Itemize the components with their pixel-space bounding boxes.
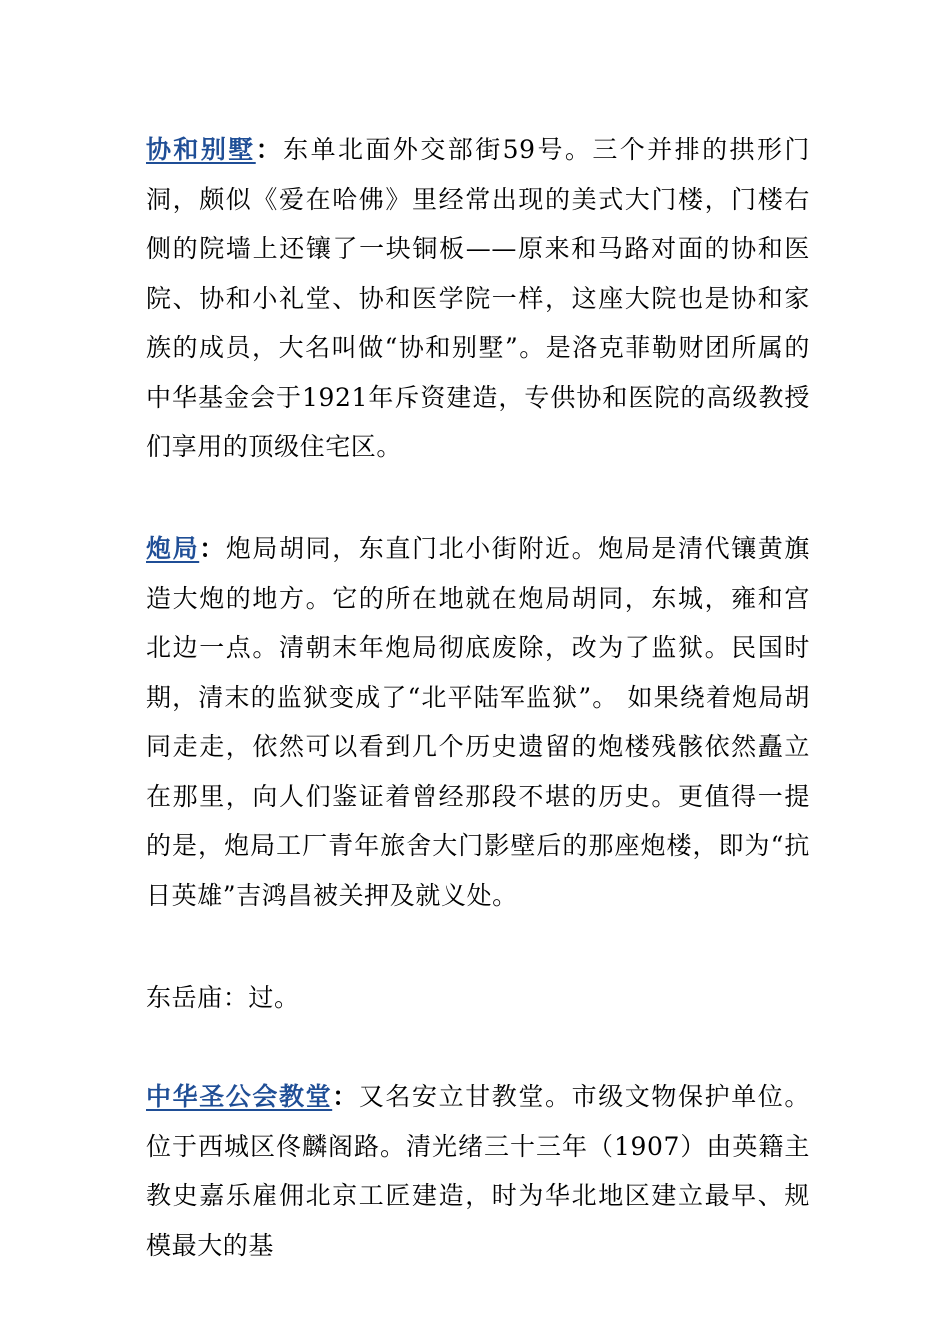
entry-body: 过。	[248, 983, 300, 1012]
term-separator: ：	[332, 1082, 359, 1111]
term-separator: ：	[255, 135, 284, 164]
term-link-paoju[interactable]: 炮局	[146, 534, 200, 563]
entry-paoju	[146, 524, 810, 920]
term-dongyue-temple: 东岳庙	[146, 983, 223, 1012]
term-separator: ：	[199, 534, 226, 563]
entry-body: 又名安立甘教堂。市级文物保护单位。位于西城区佟麟阁路。清光绪三十三年（1907）由英籍主教史嘉乐雇佣北京工匠建造，时为华北地区建立最早、规模最大的基	[146, 1082, 811, 1260]
entry-dongyue-temple	[146, 973, 810, 1023]
entry-anglican-church	[146, 1072, 810, 1270]
term-link-anglican-church[interactable]: 中华圣公会教堂	[146, 1082, 333, 1111]
term-link-xiehe-villa[interactable]: 协和别墅	[146, 135, 256, 164]
entry-xiehe-villa	[146, 125, 810, 472]
term-separator: ：	[222, 983, 249, 1012]
entry-body: 东单北面外交部街59号。三个并排的拱形门洞，颇似《爱在哈佛》里经常出现的美式大门楼，门楼右侧的院墙上还镶了一块铜板——原来和马路对面的协和医院、协和小礼堂、协和医学院一样，这座大院也是协和家族的成员，大名叫做“协和别墅”。是洛克菲勒财团所属的中华基金会于1921年斥资建造，专供协和医院的高级教授们享用的顶级住宅区。	[146, 135, 810, 461]
entry-body: 炮局胡同，东直门北小街附近。炮局是清代镶黄旗造大炮的地方。它的所在地就在炮局胡同，东城，雍和宫北边一点。清朝末年炮局彻底废除，改为了监狱。民国时期，清末的监狱变成了“北平陆军监狱”。 如果绕着炮局胡同走走，依然可以看到几个历史遗留的炮楼残骸依然矗立在那里，向人们鉴证着曾经那段不堪的历史。更值得一提的是，炮局工厂青年旅舍大门影壁后的那座炮楼，即为“抗日英雄”吉鸿昌被关押及就义处。	[146, 534, 811, 910]
